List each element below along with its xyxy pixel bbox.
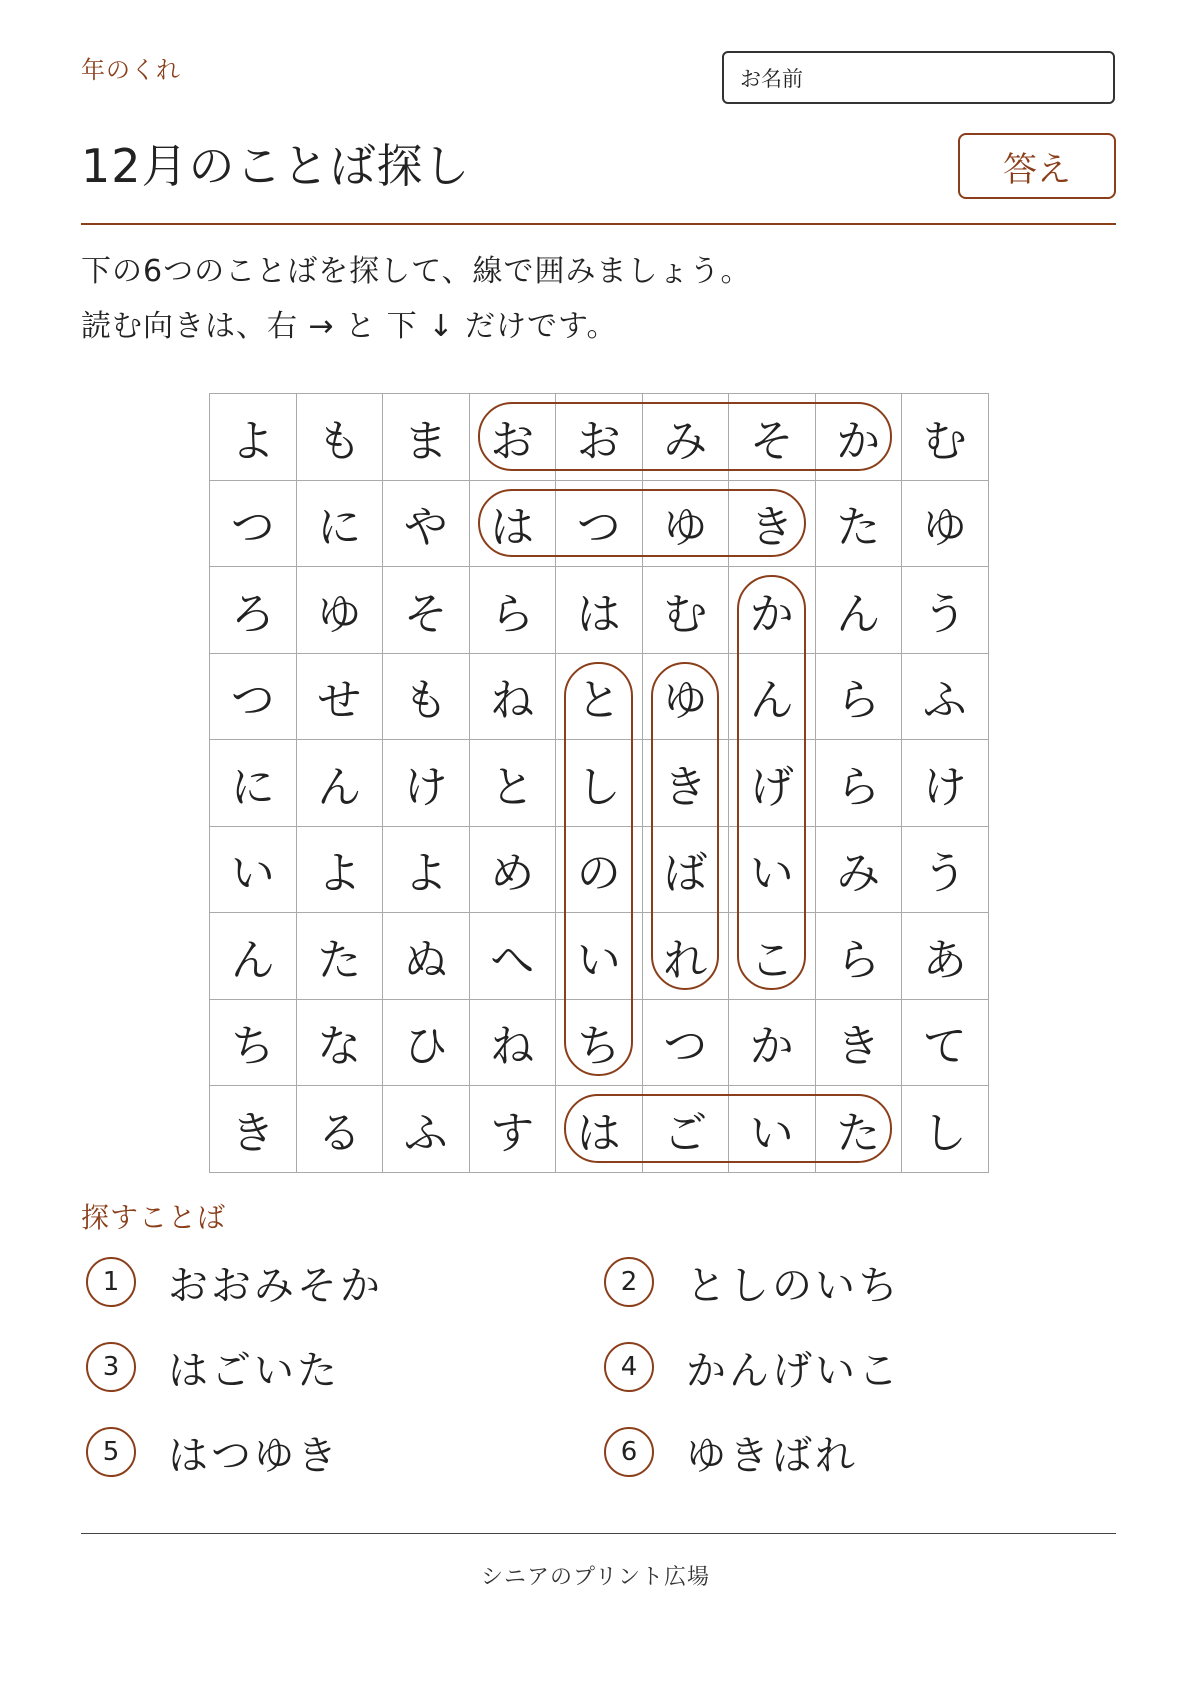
word-number: 2 (604, 1257, 654, 1307)
grid-cell: や (383, 481, 470, 568)
word-text: としのいち (686, 1262, 901, 1309)
grid-cell: に (297, 481, 384, 568)
grid-cell: は (556, 1086, 643, 1173)
grid-cell: ら (470, 567, 557, 654)
grid-cell: よ (297, 827, 384, 914)
grid-cell: た (297, 913, 384, 1000)
grid-cell: す (470, 1086, 557, 1173)
word-item-1 (86, 1254, 383, 1310)
grid-cell: は (556, 567, 643, 654)
grid-cell: き (729, 481, 816, 568)
grid-cell: つ (643, 1000, 730, 1087)
grid-cell: ご (643, 1086, 730, 1173)
grid-cell: ら (816, 913, 903, 1000)
grid-cell: げ (729, 740, 816, 827)
grid-cell: ん (297, 740, 384, 827)
word-text: おおみそか (168, 1262, 383, 1309)
grid-cell: い (729, 827, 816, 914)
puzzle-grid (209, 393, 989, 1173)
grid-cell: う (902, 827, 989, 914)
grid-cell: か (729, 1000, 816, 1087)
grid-cell: い (729, 1086, 816, 1173)
grid-cell: ね (470, 654, 557, 741)
grid-cell: ゆ (643, 481, 730, 568)
grid-cell: し (902, 1086, 989, 1173)
grid-cell: あ (902, 913, 989, 1000)
grid-cell: つ (210, 654, 297, 741)
grid-cell: と (470, 740, 557, 827)
grid-cell: の (556, 827, 643, 914)
instruction-line-1: 下の6つのことばを探して、線で囲みましょう。 (81, 254, 752, 289)
grid-cell: ま (383, 394, 470, 481)
grid-cell: た (816, 481, 903, 568)
grid-cell: こ (729, 913, 816, 1000)
grid-cell: ふ (383, 1086, 470, 1173)
grid-cell: つ (556, 481, 643, 568)
word-number: 6 (604, 1427, 654, 1477)
grid-cell: い (556, 913, 643, 1000)
grid-cell: き (210, 1086, 297, 1173)
grid-cell: め (470, 827, 557, 914)
grid-cell: ふ (902, 654, 989, 741)
word-item-4 (604, 1339, 901, 1395)
grid-cell: そ (729, 394, 816, 481)
grid-cell: し (556, 740, 643, 827)
grid-cell: も (383, 654, 470, 741)
grid-cell: せ (297, 654, 384, 741)
grid-cell: も (297, 394, 384, 481)
word-text: はつゆき (168, 1432, 340, 1479)
grid-cell: み (643, 394, 730, 481)
grid-cell: け (383, 740, 470, 827)
grid-cell: む (902, 394, 989, 481)
word-text: かんげいこ (686, 1347, 901, 1394)
grid-cell: は (470, 481, 557, 568)
word-text: はごいた (168, 1347, 340, 1394)
name-label: お名前 (740, 66, 803, 91)
word-text: ゆきばれ (686, 1432, 858, 1479)
grid-cell: ゆ (297, 567, 384, 654)
grid-cell: き (816, 1000, 903, 1087)
grid-cell: ち (556, 1000, 643, 1087)
grid-cell: む (643, 567, 730, 654)
grid-cell: て (902, 1000, 989, 1087)
grid-cell: ね (470, 1000, 557, 1087)
puzzle-grid-area (209, 393, 988, 1172)
word-item-6 (604, 1424, 858, 1480)
grid-cell: け (902, 740, 989, 827)
grid-cell: よ (383, 827, 470, 914)
grid-cell: ん (816, 567, 903, 654)
grid-cell: よ (210, 394, 297, 481)
instruction-line-2: 読む向きは、右 → と 下 ↓ だけです。 (81, 309, 618, 344)
grid-cell: み (816, 827, 903, 914)
grid-cell: つ (210, 481, 297, 568)
grid-cell: る (297, 1086, 384, 1173)
grid-cell: に (210, 740, 297, 827)
words-heading: 探すことば (81, 1201, 227, 1234)
grid-cell: ち (210, 1000, 297, 1087)
grid-cell: お (470, 394, 557, 481)
grid-cell: ら (816, 654, 903, 741)
word-number: 5 (86, 1427, 136, 1477)
grid-cell: ゆ (643, 654, 730, 741)
header-divider (81, 223, 1116, 225)
grid-cell: ぬ (383, 913, 470, 1000)
grid-cell: か (729, 567, 816, 654)
word-item-2 (604, 1254, 901, 1310)
grid-cell: か (816, 394, 903, 481)
answer-badge: 答え (958, 133, 1116, 199)
grid-cell: ん (210, 913, 297, 1000)
grid-cell: ひ (383, 1000, 470, 1087)
grid-cell: き (643, 740, 730, 827)
grid-cell: お (556, 394, 643, 481)
word-number: 3 (86, 1342, 136, 1392)
word-number: 4 (604, 1342, 654, 1392)
grid-cell: た (816, 1086, 903, 1173)
grid-cell: ろ (210, 567, 297, 654)
word-number: 1 (86, 1257, 136, 1307)
grid-cell: ば (643, 827, 730, 914)
grid-cell: ら (816, 740, 903, 827)
grid-cell: う (902, 567, 989, 654)
name-field[interactable] (722, 51, 1115, 104)
page-title: 12月のことば探し (81, 139, 471, 193)
grid-cell: へ (470, 913, 557, 1000)
grid-cell: と (556, 654, 643, 741)
category-label: 年のくれ (81, 56, 181, 84)
grid-cell: れ (643, 913, 730, 1000)
word-item-3 (86, 1339, 340, 1395)
grid-cell: ん (729, 654, 816, 741)
word-item-5 (86, 1424, 340, 1480)
footer-divider (81, 1533, 1116, 1534)
grid-cell: そ (383, 567, 470, 654)
grid-cell: い (210, 827, 297, 914)
grid-cell: ゆ (902, 481, 989, 568)
grid-cell: な (297, 1000, 384, 1087)
footer-credit: シニアのプリント広場 (480, 1565, 711, 1590)
